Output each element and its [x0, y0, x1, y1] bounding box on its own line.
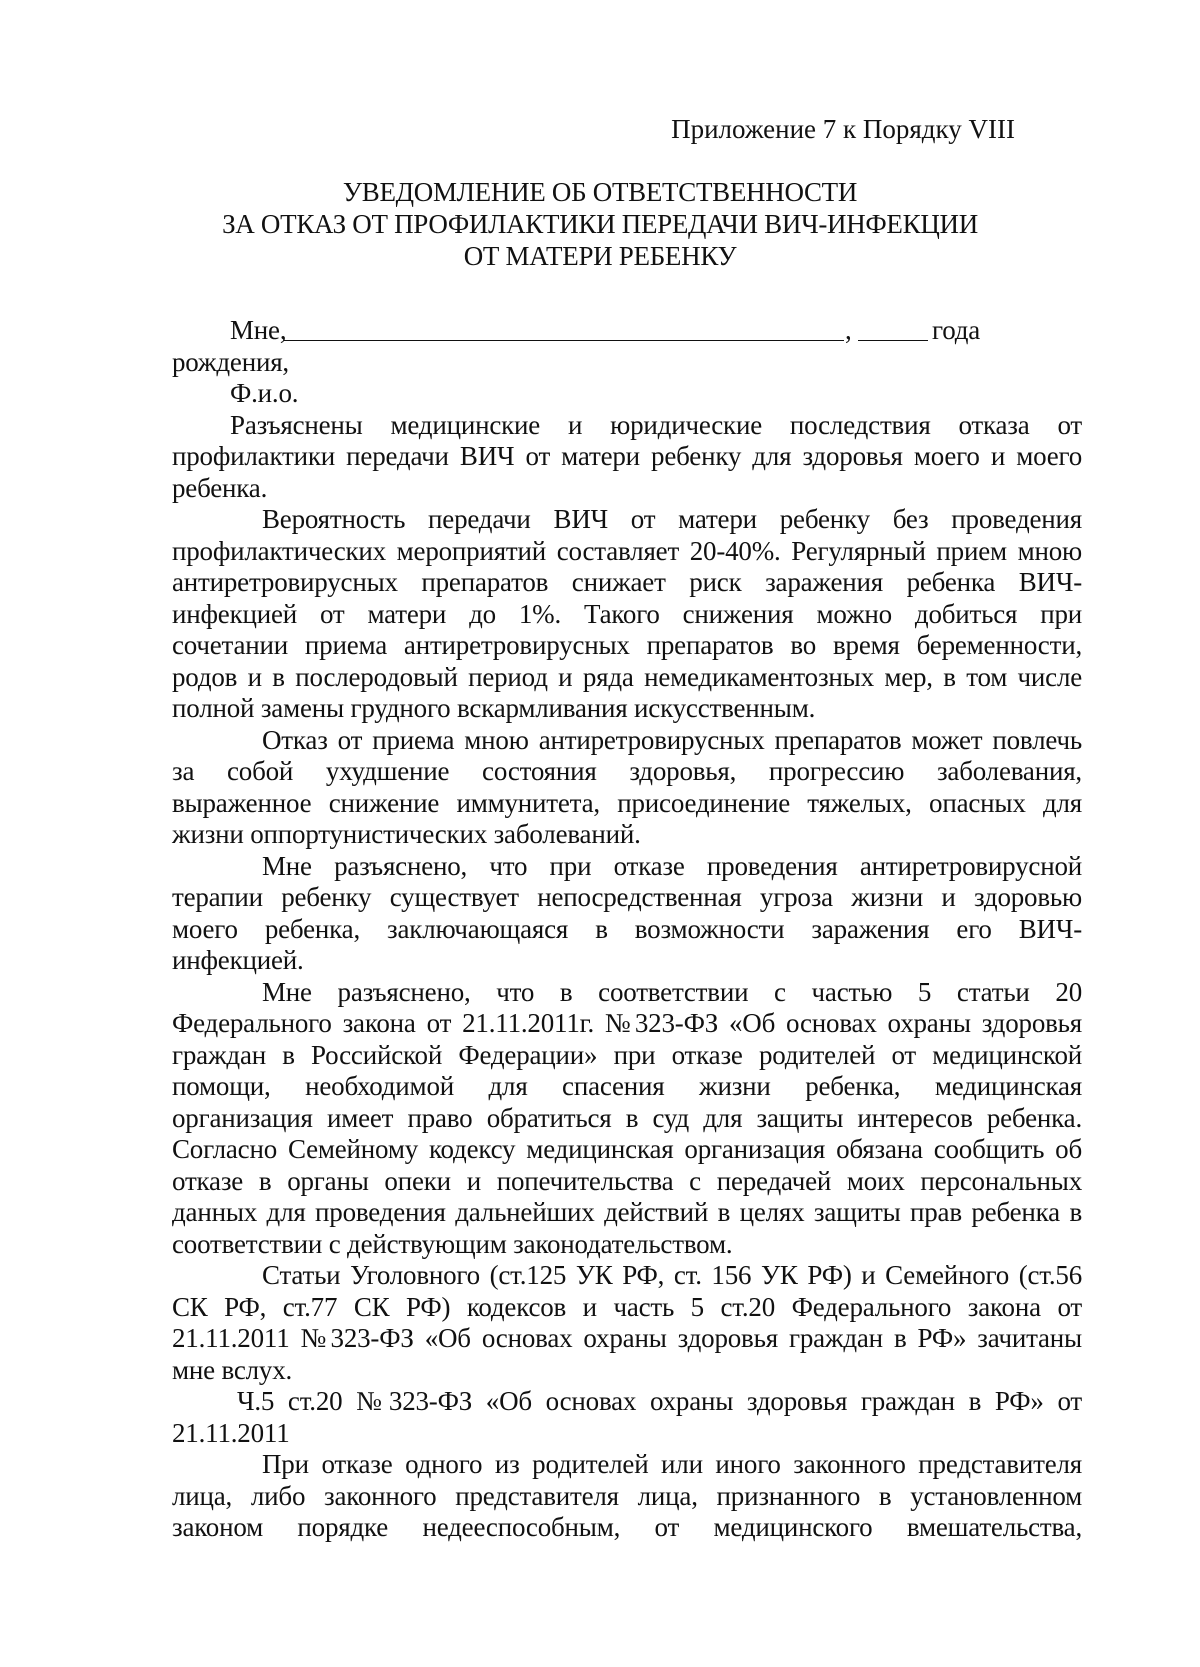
paragraph-refusal-effects — [172, 725, 1082, 851]
title-line: УВЕДОМЛЕНИЕ ОБ ОТВЕТСТВЕННОСТИ — [342, 177, 858, 207]
paragraph-line: антиретровирусных препаратов снижает риск заражения ребенка ВИЧ- — [172, 567, 1082, 597]
paragraph-line: инфекцией от матери до 1%. Такого снижения можно добиться при — [172, 598, 1082, 629]
paragraph-line: за собой ухудшение состояния здоровья, прогрессию заболевания, — [172, 756, 1082, 786]
paragraph-line: профилактики передачи ВИЧ от матери ребенку для здоровья моего и моего — [172, 441, 1082, 471]
paragraph-line: инфекцией. — [172, 945, 304, 975]
paragraph-consequences — [172, 410, 1082, 505]
appendix-reference: Приложение 7 к Порядку VIII — [671, 114, 1015, 144]
paragraph-line: родов и в послеродовый период и ряда немедикаментозных мер, в том числе — [172, 661, 1082, 692]
paragraph-articles-read — [172, 1260, 1082, 1386]
paragraph-line: законом порядке недееспособным, от медицинского вмешательства, — [172, 1512, 1082, 1542]
paragraph-line: организация имеет право обратиться в суд для защиты интересов ребенка. — [172, 1102, 1082, 1133]
document-body — [172, 315, 1082, 1544]
paragraph-line: 21.11.2011 №323-ФЗ «Об основах охраны здоровья граждан в РФ» зачитаны — [172, 1323, 1082, 1353]
paragraph-line: мне вслух. — [172, 1354, 293, 1385]
paragraph-legal-basis — [172, 977, 1082, 1261]
paragraph-line: Мне разъяснено, что в соответствии с частью 5 статьи 20 — [262, 976, 1082, 1007]
paragraph-line: граждан в Российской Федерации» при отказе родителей от медицинской — [172, 1039, 1082, 1070]
fio-label: Ф.и.о. — [230, 378, 299, 408]
paragraph-line: Федерального закона от 21.11.2011г. №323-ФЗ «Об основах охраны здоровья — [172, 1008, 1082, 1038]
paragraph-line: профилактических мероприятий составляет 20-40%. Регулярный прием мною — [172, 535, 1082, 566]
paragraph-line: терапии ребенку существует непосредственная угроза жизни и здоровью — [172, 882, 1082, 912]
name-input-line[interactable] — [284, 340, 844, 341]
paragraph-line: Разъяснены медицинские и юридические последствия отказа от — [230, 409, 1082, 440]
paragraph-line: Вероятность передачи ВИЧ от матери ребенку без проведения — [262, 504, 1082, 534]
paragraph-law-text — [172, 1449, 1082, 1544]
year-label: года — [932, 315, 981, 345]
paragraph-line: 21.11.2011 — [172, 1417, 290, 1448]
comma-separator: , — [845, 315, 852, 345]
birth-label: рождения, — [172, 346, 289, 377]
paragraph-line: отказе в органы опеки и попечительства с передачей моих персональных — [172, 1165, 1082, 1196]
paragraph-line: Согласно Семейному кодексу медицинская организация обязана сообщить об — [172, 1134, 1082, 1164]
paragraph-line: моего ребенка, заключающаяся в возможности заражения его ВИЧ- — [172, 913, 1082, 944]
paragraph-line: Отказ от приема мною антиретровирусных препаратов может повлечь — [262, 724, 1082, 755]
paragraph-therapy-threat — [172, 851, 1082, 977]
me-label: Мне, — [230, 315, 287, 345]
paragraph-line: При отказе одного из родителей или иного законного представителя — [262, 1449, 1082, 1479]
paragraph-line: данных для проведения дальнейших действий в целях защиты прав ребенка в — [172, 1197, 1082, 1227]
paragraph-line: жизни оппортунистических заболеваний. — [172, 819, 641, 849]
paragraph-line: Мне разъяснено, что при отказе проведения антиретровирусной — [262, 850, 1082, 881]
paragraph-line: выраженное снижение иммунитета, присоединение тяжелых, опасных для — [172, 787, 1082, 818]
paragraph-line: Ч.5 ст.20 №323-ФЗ «Об основах охраны здоровья граждан в РФ» от — [237, 1386, 1082, 1416]
paragraph-line: ребенка. — [172, 472, 268, 503]
paragraph-line: соответствии с действующим законодательством. — [172, 1228, 733, 1259]
paragraph-line: полной замены грудного вскармливания искусственным. — [172, 693, 816, 723]
paragraph-line: лица, либо законного представителя лица, признанного в установленном — [172, 1480, 1082, 1511]
document-title — [0, 176, 1200, 272]
paragraph-line: сочетании приема антиретровирусных препаратов во время беременности, — [172, 630, 1082, 660]
paragraph-line: СК РФ, ст.77 СК РФ) кодексов и часть 5 ст.20 Федерального закона от — [172, 1291, 1082, 1322]
name-field-line — [172, 315, 1082, 347]
paragraph-line: Статьи Уголовного (ст.125 УК РФ, ст. 156 УК РФ) и Семейного (ст.56 — [262, 1260, 1082, 1290]
title-line: ЗА ОТКАЗ ОТ ПРОФИЛАКТИКИ ПЕРЕДАЧИ ВИЧ-ИНФЕКЦИИ — [222, 209, 978, 239]
paragraph-line: помощи, необходимой для спасения жизни ребенка, медицинская — [172, 1071, 1082, 1101]
birth-year-input-line[interactable] — [858, 340, 928, 341]
paragraph-law-reference — [172, 1386, 1082, 1449]
paragraph-probability — [172, 504, 1082, 725]
title-line: ОТ МАТЕРИ РЕБЕНКУ — [463, 241, 737, 271]
